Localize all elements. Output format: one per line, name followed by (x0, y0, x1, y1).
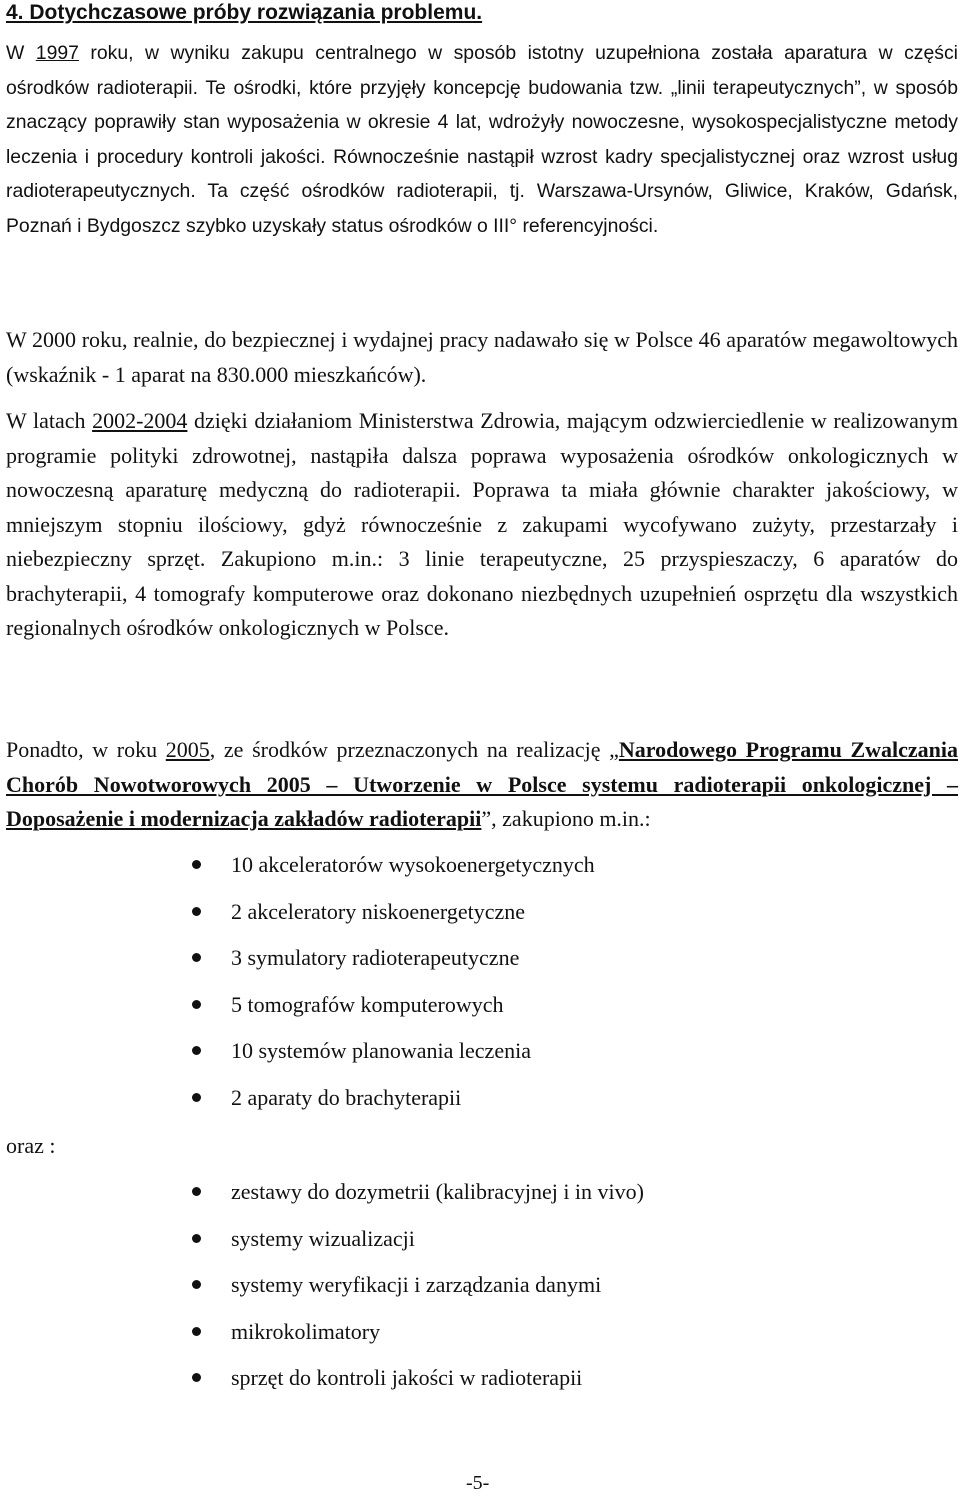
paragraph-1997 (6, 36, 958, 243)
p1-year: 1997 (35, 42, 79, 64)
p4-text-b: , ze środków przeznaczonych na realizację „ (209, 737, 619, 762)
bullet-icon (192, 1046, 201, 1055)
list-item: zestawy do dozymetrii (kalibracyjnej i in vivo) (191, 1177, 644, 1224)
p3-text-a: W latach (6, 408, 93, 433)
p4-text-a: Ponadto, w roku (6, 737, 166, 762)
purchase-list (191, 850, 595, 1130)
list-item: 2 aparaty do brachyterapii (191, 1083, 595, 1130)
bullet-icon (192, 1187, 201, 1196)
list-item: systemy weryfikacji i zarządzania danymi (191, 1270, 644, 1317)
p1-text-a: W (6, 42, 36, 64)
p3-years: 2002-2004 (92, 408, 188, 433)
paragraph-2005 (6, 733, 958, 837)
paragraph-2000: W 2000 roku, realnie, do bezpiecznej i wydajnej pracy nadawało się w Polsce 46 aparatów megawoltowych (wskaźnik - 1 aparat na 830.000 mieszkańców). (6, 327, 958, 387)
list-item: 10 akceleratorów wysokoenergetycznych (191, 850, 595, 897)
p4-text-c: ”, zakupiono m.in.: (481, 806, 651, 831)
list-item: 5 tomografów komputerowych (191, 990, 595, 1037)
additional-list (191, 1177, 644, 1410)
list-item: mikrokolimatory (191, 1317, 644, 1364)
p4-program-name: Narodowego Programu Zwalczania Chorób Nowotworowych 2005 – Utworzenie w Polsce systemu radioterapii onkologicznej – Doposażenie i modernizacja zakładów radioterapii (6, 737, 959, 831)
paragraph-2002-2004 (6, 404, 958, 646)
bullet-icon (192, 1327, 201, 1336)
p3-text-b: dzięki działaniom Ministerstwa Zdrowia, mającym odzwierciedlenie w realizowanym programie polityki zdrowotnej, nastąpiła dalsza poprawa wyposażenia ośrodków onkologicznych w nowoczesną aparaturę medyczną do radioterapii. Poprawa ta miała głównie charakter jakościowy, w mniejszym stopniu ilościowy, gdyż równocześnie z zakupami wycofywano zużyty, przestarzały i niebezpieczny sprzęt. Zakupiono m.in.: 3 linie terapeutyczne, 25 przyspieszaczy, 6 aparatów do brachyterapii, 4 tomografy komputerowe oraz dokonano niezbędnych uzupełnień osprzętu dla wszystkich regionalnych ośrodków onkologicznych w Polsce. (6, 408, 958, 640)
list-item: 2 akceleratory niskoenergetyczne (191, 897, 595, 944)
bullet-icon (192, 1234, 201, 1243)
bullet-icon (192, 1373, 201, 1382)
bullet-icon (192, 953, 201, 962)
list-item: 10 systemów planowania leczenia (191, 1036, 595, 1083)
list-item: 3 symulatory radioterapeutyczne (191, 943, 595, 990)
page-number: -5- (466, 1472, 490, 1494)
document-page (6, 0, 958, 1497)
section-heading: 4. Dotychczasowe próby rozwiązania problemu. (6, 1, 483, 24)
list-item: systemy wizualizacji (191, 1224, 644, 1271)
bullet-icon (192, 907, 201, 916)
p4-year: 2005 (165, 737, 210, 762)
bullet-icon (192, 1280, 201, 1289)
oraz-label: oraz : (6, 1133, 56, 1158)
bullet-icon (192, 1000, 201, 1009)
p1-text-b: roku, w wyniku zakupu centralnego w sposób istotny uzupełniona została aparatura w części ośrodków radioterapii. Te ośrodki, które przyjęły koncepcję budowania tzw. „linii terapeutycznych”, w sposób znaczący poprawiły stan wyposażenia w okresie 4 lat, wdrożyły nowoczesne, wysokospecjalistyczne metody leczenia i procedury kontroli jakości. Równocześnie nastąpił wzrost kadry specjalistycznej oraz wzrost usług radioterapeutycznych. Ta część ośrodków radioterapii, tj. Warszawa-Ursynów, Gliwice, Kraków, Gdańsk, Poznań i Bydgoszcz szybko uzyskały status ośrodków o III° referencyjności. (6, 42, 958, 237)
bullet-icon (192, 860, 201, 869)
bullet-icon (192, 1093, 201, 1102)
list-item: sprzęt do kontroli jakości w radioterapii (191, 1363, 644, 1410)
